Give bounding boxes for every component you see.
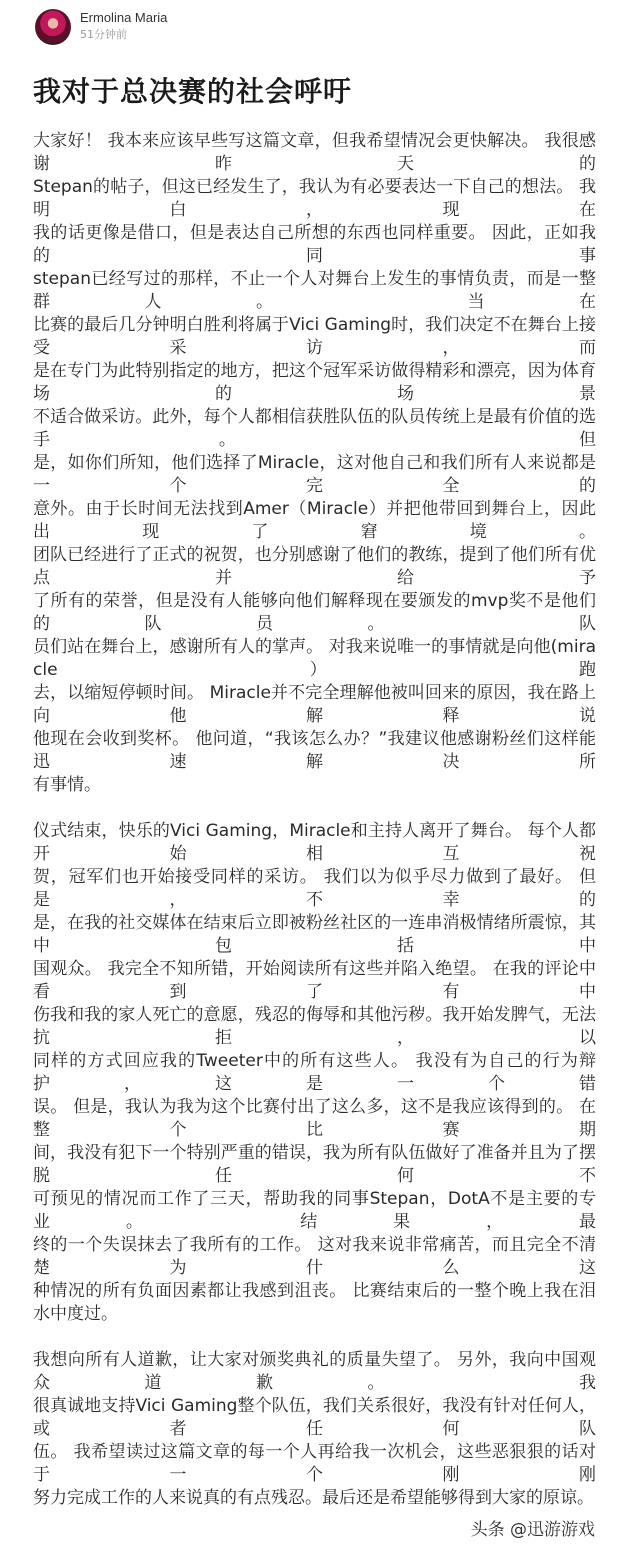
text-line: 我想向所有人道歉，让大家对颁奖典礼的质量失望了。 另外，我向中国观众道歉。 我 xyxy=(33,1350,596,1393)
paragraph-2 xyxy=(33,820,596,1326)
text-line: 仪式结束，快乐的Vici Gaming，Miracle和主持人离开了舞台。 每个人都开始相互祝 xyxy=(33,821,596,864)
text-line: 意外。由于长时间无法找到Amer（Miracle）并把他带回到舞台上，因此出现了窘境。 xyxy=(33,499,596,542)
text-line: 大家好！ 我本来应该早些写这篇文章，但我希望情况会更快解决。 我很感谢昨天的 xyxy=(33,131,596,174)
text-line: 有事情。 xyxy=(33,775,101,795)
post-header xyxy=(0,0,640,56)
text-line: 他现在会收到奖杯。 他问道，“我该怎么办？”我建议他感谢粉丝们这样能迅速解决所 xyxy=(33,729,596,772)
watermark: 头条 @迅游游戏 xyxy=(470,1520,595,1540)
text-line: 了所有的荣誉，但是没有人能够向他们解释现在要颁发的mvp奖不是他们的队员。 队 xyxy=(33,591,596,634)
avatar[interactable] xyxy=(35,9,71,45)
text-line: 伍。 我希望读过这篇文章的每一个人再给我一次机会，这些恶狠狠的话对于一个刚刚 xyxy=(33,1442,596,1485)
text-line: 同样的方式回应我的Tweeter中的所有这些人。 我没有为自己的行为辩护，这是一个错 xyxy=(33,1051,596,1094)
text-line: 国观众。 我完全不知所错，开始阅读所有这些并陷入绝望。 在我的评论中看到了有中 xyxy=(33,959,596,1002)
text-line: Stepan的帖子，但这已经发生了，我认为有必要表达一下自己的想法。 我明白，现在 xyxy=(33,177,596,220)
text-line: 去，以缩短停顿时间。 Miracle并不完全理解他被叫回来的原因，我在路上向他解释说 xyxy=(33,683,596,726)
paragraph-3 xyxy=(33,1349,596,1510)
text-line: stepan已经写过的那样，不止一个人对舞台上发生的事情负责，而是一整群人。 当在 xyxy=(33,269,596,312)
text-line: 努力完成工作的人来说真的有点残忍。最后还是希望能够得到大家的原谅。 xyxy=(33,1488,594,1508)
text-line: 是，在我的社交媒体在结束后立即被粉丝社区的一连串消极情绪所震惊，其中包括中 xyxy=(33,913,596,956)
author-name[interactable]: Ermolina Maria xyxy=(80,10,168,25)
text-line: 终的一个失误抹去了我所有的工作。 这对我来说非常痛苦，而且完全不清楚为什么这 xyxy=(33,1235,596,1278)
text-line: 种情况的所有负面因素都让我感到沮丧。 比赛结束后的一整个晚上我在泪水中度过。 xyxy=(33,1281,596,1324)
article-body xyxy=(33,130,596,1510)
text-line: 不适合做采访。此外，每个人都相信获胜队伍的队员传统上是最有价值的选手。 但 xyxy=(33,407,596,450)
text-line: 误。 但是，我认为我为这个比赛付出了这么多，这不是我应该得到的。 在整个比赛期 xyxy=(33,1097,596,1140)
text-line: 贺，冠军们也开始接受同样的采访。 我们以为似乎尽力做到了最好。 但是，不幸的 xyxy=(33,867,596,910)
text-line: 可预见的情况而工作了三天，帮助我的同事Stepan，DotA不是主要的专业。 结果，最 xyxy=(33,1189,596,1232)
text-line: 是，如你们所知，他们选择了Miracle，这对他自己和我们所有人来说都是一个完全的 xyxy=(33,453,596,496)
text-line: 团队已经进行了正式的祝贺，也分别感谢了他们的教练，提到了他们所有优点并给予 xyxy=(33,545,596,588)
text-line: 间，我没有犯下一个特别严重的错误，我为所有队伍做好了准备并且为了摆脱任何不 xyxy=(33,1143,596,1186)
text-line: 员们站在舞台上，感谢所有人的掌声。 对我来说唯一的事情就是向他(miracle）跑 xyxy=(33,637,596,680)
article-title: 我对于总决赛的社会呼吁 xyxy=(33,75,353,108)
text-line: 比赛的最后几分钟明白胜利将属于Vici Gaming时，我们决定不在舞台上接受采访，而 xyxy=(33,315,596,358)
paragraph-1 xyxy=(33,130,596,797)
text-line: 很真诚地支持Vici Gaming整个队伍，我们关系很好，我没有针对任何人，或者任何队 xyxy=(33,1396,596,1439)
text-line: 伤我和我的家人死亡的意愿，残忍的侮辱和其他污秽。我开始发脾气，无法抗拒，以 xyxy=(33,1005,596,1048)
post-time: 51分钟前 xyxy=(80,28,127,41)
text-line: 是在专门为此特别指定的地方，把这个冠军采访做得精彩和漂亮，因为体育场的场景 xyxy=(33,361,596,404)
text-line: 我的话更像是借口，但是表达自己所想的东西也同样重要。 因此，正如我的同事 xyxy=(33,223,596,266)
